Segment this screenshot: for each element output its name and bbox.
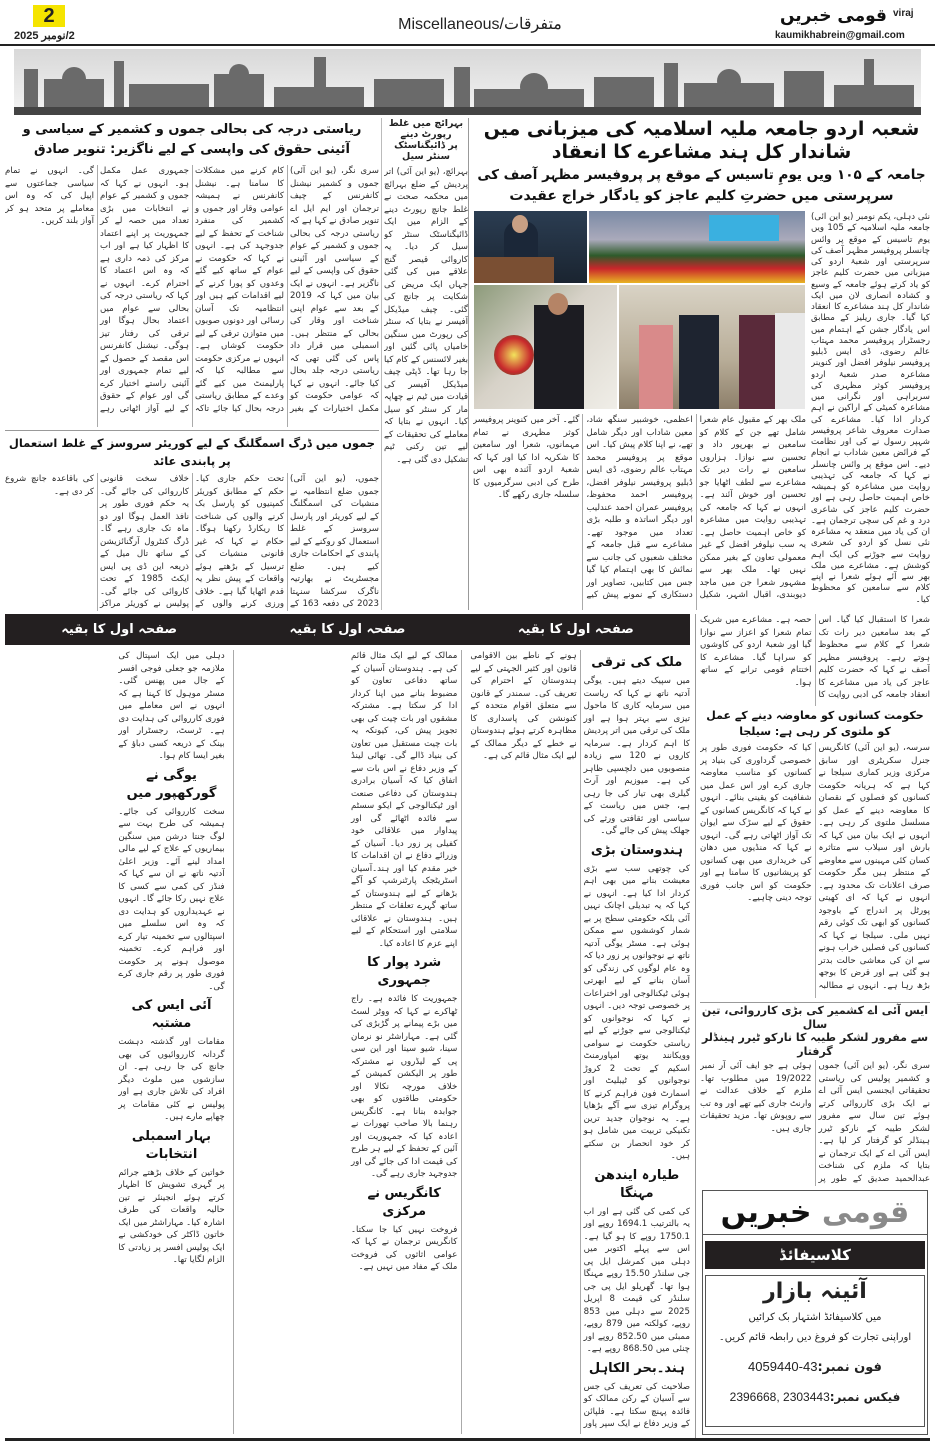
kisan-headline: حکومت کسانوں کو معاوضہ دینے کے عمل کو ملتوی کر رہی ہے: سیلجا <box>706 709 924 738</box>
continued-sections <box>5 650 690 1434</box>
bahraich-headline-line2: پر ڈائیگناسٹک سنٹر سیل <box>394 140 458 162</box>
continued-subhead: ہندوستان بڑی <box>590 842 683 858</box>
masthead: قومی خبریں <box>780 6 887 26</box>
continued-paragraph: جمہوریت کا فائدہ ہے۔ راج ٹھاکرے نے کہا کہ ووٹر لسٹ میں بڑے پیمانے پر گڑبڑی کی گئی ہے۔ مہاراشٹر نو نرمان سینا، شیو سینا اور این سی پی کے لیڈروں نے مشترکہ طور پر الیکشن کمیشن کے خلاف مورچہ نکالا اور حکومتی طاقتوں کو بھی جوابدہ بنانا ہے۔ کانگریس رہنما بالا صاحب تھورات نے اعادہ کیا کہ جمہوریت اور آئین کے تحفظ کے لیے ہر طرح کی قیمت ادا کی جائے گی اور جدوجہد جاری رہے گی۔ <box>351 994 458 1179</box>
lead-subhead-2: سرپرستی میں حضرتِ کلیم عاجز کو یادگار خراج عقیدت <box>509 188 894 204</box>
column-divider <box>468 118 469 610</box>
continued-paragraph: سخت کارروائی کی جائے۔ ہمیشہ کی طرح بہت سے لوگ جنتا درشن میں سنگین بیماریوں کے علاج کے لیے مالی امداد لینے آئے۔ وزیر اعلیٰ آدتیہ ناتھ نے ان سے کہا کہ فنڈز کی کمی سے کسی کا علاج نہیں رکا جائے گا۔ انہوں نے عہدیداروں کو ہدایت دی کہ وہ اس سلسلے میں اسپتالوں سے تخمینہ تیار کرے اور فراہم کرے۔ تخمینہ موصول ہونے پر حکومت فوری طور پر رقم جاری کرے گی۔ <box>118 806 225 992</box>
bahraich-headline-line1: بہرائچ میں غلط رپورٹ دینے <box>388 118 464 140</box>
ad-masthead-part2: خبریں <box>720 1195 812 1230</box>
ad-phone-label: فون نمبر: <box>817 1360 882 1375</box>
classified-ad <box>702 1190 928 1435</box>
bahraich-body: بہرائچ، (یو این آئی) اتر پردیش کے ضلع بہرائچ میں محکمہ صحت نے غلط جانچ رپورٹ دینے کے الزام میں ایک ڈائیگناسٹک سنٹر کو سیل کر دیا۔ یہ کاروائی قیصر گنج علاقے میں کی گئی جہاں ایک مریض کی شکایت پر جانچ کی گئی۔ چیف میڈیکل آفیسر نے بتایا کہ سنٹر کی رپورٹ میں سنگین خامیاں پائی گئیں اور بغیر لائسنس کے کام کیا جا رہا تھا۔ ڈپٹی چیف میڈیکل آفیسر کی قیادت میں ٹیم نے چھاپہ مار کر سنٹر کو سیل کیا۔ انہوں نے بتایا کہ معاملے کی تحقیقات کے لیے تین رکنی ٹیم تشکیل دی گئی ہے۔ <box>384 167 468 465</box>
ad-line-2: اوراپنی تجارت کو فروغ دیں رابطہ قائم کریں۔ <box>718 1332 912 1343</box>
section-title: Miscellaneous/متفرقات <box>398 16 562 33</box>
ad-title: آئینہ بازار <box>763 1279 867 1304</box>
skyline-illustration <box>14 49 921 115</box>
continued-subhead: آئی ایس کی مشتبہ <box>131 998 212 1031</box>
sia-body: سری نگر، (یو این آئی) جموں و کشمیر پولیس کی ریاستی تحقیقاتی ایجنسی ایس آئی اے نے ایک بڑی کارروائی کرتے ہوئے تین سال سے مفرور لشکر طیبہ کے نارکو ٹیرر ہینڈلر کو گرفتار کر لیا ہے۔ ایس آئی اے کے ایک ترجمان نے بتایا کہ ملزم کی شناخت عبدالحمید صدیق کے طور پر ہوئی ہے جو ایف آئی آر نمبر 19/2022 میں مطلوب تھا۔ ملزم کے خلاف عدالت نے وارنٹ جاری کیے تھے اور وہ تب سے روپوش تھا۔ مزید تحقیقات جاری ہیں۔ <box>700 1061 930 1184</box>
continued-paragraph: صلاحیت کی تعریف کی جس سے آسیان کے رکن ممالک کو فائدہ پہنچ سکتا ہے۔ فلپائن کے وزیر دفاع نے ایک سپر پاور ہونے کے ناطے بین الاقوامی قانون اور کثیر الجہتی کے لیے ہندوستان کے احترام کی تعریف کی۔ سمندر کے قانون سے متعلق اقوام متحدہ کے کنونشن کی پاسداری کا مظاہرہ کرتے ہوئے ہندوستان نے خطے کے دیگر ممالک کے لیے ایک مثال قائم کی ہے۔ <box>470 651 690 1429</box>
continued-subhead: شرد پوار کا جمہوری <box>367 955 442 988</box>
continued-subhead: ہند۔بحر الکاہل <box>588 1360 685 1376</box>
continued-section <box>5 650 225 1434</box>
ad-fax-label: فیکس نمبر: <box>829 1390 901 1404</box>
statehood-body: سری نگر، (یو این آئی) جموں و کشمیر نیشنل کانفرنس کے چیف ترجمان اور ایم ایل اے تنویر صادق نے کہا ہے کہ ریاستی درجہ کی بحالی جموں و کشمیر کے عوام کے سیاسی اور آئینی حقوق کی واپسی کے لیے ناگزیر ہے۔ انہوں نے ایک بیان میں کہا کہ 2019 کے بعد سے عوام اپنی شناخت اور وقار کی بحالی کے منتظر ہیں۔ اسمبلی میں قرار داد پاس کی گئی تھی کہ ریاستی درجہ جلد بحال کیا جائے۔ انہوں نے کہا کہ عوامی حکومت کو مکمل اختیارات کے بغیر کام کرنے میں مشکلات کا سامنا ہے۔ نیشنل کانفرنس نے ہمیشہ عوامی وقار اور جموں و کشمیر کی منفرد شناخت کے تحفظ کے لیے جدوجہد کی ہے۔ انہوں نے کہا کہ حکومت نے عوام کے ساتھ کیے گئے وعدوں کو پورا کرنے کے لیے اقدامات کیے ہیں اور انتظامیہ تک آسان رسائی اور دونوں صوبوں میں متوازن ترقی کے لیے حکومت کوشاں ہے۔ انہوں نے مرکزی حکومت سے مطالبہ کیا کہ پارلیمنٹ میں کیے گئے وعدے کے مطابق ریاستی درجہ بحال کیا جائے تاکہ جمہوری عمل مکمل ہو۔ انہوں نے کہا کہ جموں و کشمیر کے عوام نے انتخابات میں بڑی تعداد میں حصہ لے کر جمہوریت پر اپنے اعتماد کا اظہار کیا ہے اور اب مرکز کی ذمہ داری ہے کہ وہ اس اعتماد کا احترام کرے۔ انہوں نے کہا کہ ریاستی درجہ کی بحالی سے عوام میں اعتماد بحال ہوگا اور ترقی کی رفتار تیز ہوگی۔ نیشنل کانفرنس اس مقصد کے حصول کے لیے تمام جمہوری اور آئینی راستے اختیار کرے گی اور عوام کے حقوق کے لیے آواز اٹھاتی رہے گی۔ انہوں نے تمام سیاسی جماعتوں سے اپیل کی کہ وہ اس معاملے پر متحد ہو کر آواز بلند کریں۔ <box>5 166 379 414</box>
page-header <box>0 0 935 46</box>
drug-headline: جموں میں ڈرگ اسمگلنگ کے لیے کوریئر سروسز کے غلط استعمال پر پابندی عائد <box>8 436 376 468</box>
ad-masthead <box>703 1191 927 1235</box>
photo-bouquet-tribute <box>473 284 618 410</box>
photo-speaker-podium <box>473 210 588 284</box>
continued-label: صفحہ اول کا بقیہ <box>61 622 178 637</box>
continued-paragraph: دہلی میں ایک اسپتال کی ملازمہ جو جعلی فوجی افسر کے جال میں پھنس گئی۔ مسٹر موہول کا کہنا ہے کہ انہوں نے اس معاملے میں فوری کارروائی کی ہدایت دی ہے۔ ٹرسٹ، رجسٹرار اور بینک کے ذریعہ کسی دباؤ کے بغیر ایسا کام ہوا۔ <box>118 651 225 761</box>
photo-exhibition-visit <box>618 284 806 410</box>
lead-body-bottom: ملک بھر کے مقبول عام شعرا شامل تھے جن کے کلام کو سامعین نے بھرپور داد و تحسین سے نوازا۔ ہزاروں سامعین نے رات دیر تک مشاعرے سے لطف اٹھایا جو تحسین اور خوش آئند ہے۔ انہوں نے کہا کہ جامعہ کی تہذیبی روایت میں مشاعرہ کو خاص اہمیت حاصل ہے۔ یہ سب نیلوفر افضل کے غیر معمولی تعاون کے بغیر ممکن نہیں تھا۔ ملک بھر سے مشہور شعرا جن میں ماجد دیوبندی، اقبال اشہر، شکیل اعظمی، خوشبیر سنگھ شاد، معین شاداب اور دیگر شامل تھے، نے اپنا کلام پیش کیا۔ اس موقع پر پروفیسر محمد مہتاب عالم رضوی، ڈی ایس ڈبلیو پروفیسر نیلوفر افضل، پروفیسر احمد محفوظ، پروفیسر عمران احمد عندلیب اور دیگر اساتذہ و طلبہ بڑی تعداد میں موجود تھے۔ مشاعرے سے قبل جامعہ کے مختلف شعبوں کی جانب سے نمائش کا بھی اہتمام کیا گیا جس میں کتابیں، تصاویر اور دستکاری کے نمونے پیش کیے گئے۔ آخر میں کنوینر پروفیسر کوثر مظہری نے تمام مہمانوں، شعرا اور سامعین کا شکریہ ادا کیا اور کہا کہ شعبۂ اردو آئندہ بھی اس طرح کی ادبی سرگرمیوں کا سلسلہ جاری رکھے گا۔ <box>473 415 806 600</box>
continued-paragraph: کی چوتھی سب سے بڑی معیشت بنانے میں بھی اہم کردار ادا کیا ہے۔ انہوں نے کہا کہ یہ تبدیلی اچانک نہیں آئی بلکہ حکومتی سطح پر بے شمار کوششوں سے ممکن ہوئی ہے۔ مسٹر یوگی آدتیہ ناتھ نے نوجوانوں پر زور دیا کہ وہ عام لوگوں کی زندگی کو آسان بنانے کے لیے ابھرتی ہوئی ٹیکنالوجی اور اختراعات پر خصوصی توجہ دیں۔ انہوں نے کہا کہ نوجوانوں کو ٹیکنالوجی سے جوڑنے کے لیے ریاستی حکومت نے سوامی وویکانند یوتھ امپاورمنٹ اسکیم کے تحت 2 کروڑ نوجوانوں کو ٹیبلیٹ اور اسمارٹ فون فراہم کرنے کا پروگرام تیزی سے آگے بڑھایا ہے۔ یہ نوجوان جدید ترین تکنیکی تربیت میں شامل ہو کر خود انحصار بن سکتے ہیں۔ <box>583 863 690 1161</box>
bottom-rule <box>5 1438 930 1441</box>
skyline-banner <box>14 49 921 115</box>
continued-bar <box>5 614 690 645</box>
continued-label: صفحہ اول کا بقیہ <box>517 622 634 637</box>
ad-inner-box <box>705 1275 925 1427</box>
ad-line-1: میں کلاسیفائڈ اشتہار بک کرائیں <box>748 1312 882 1323</box>
page-number-badge: 2 <box>33 5 65 27</box>
column-divider <box>381 118 382 610</box>
continued-subhead: یوگی نے گورکھپور میں <box>126 767 217 801</box>
ad-masthead-part1: قومی <box>821 1195 910 1230</box>
bahraich-headline <box>384 118 468 163</box>
viraj-logo: viraj <box>893 8 914 19</box>
lead-headline: شعبہ اردو جامعہ ملیہ اسلامیہ کی میزبانی میں شاندار کل ہند مشاعرے کا انعقاد <box>483 118 920 163</box>
sia-headline-line2: سے مفرور لشکر طیبہ کا نارکو ٹیرر ہینڈلر گرفتار <box>701 1031 929 1058</box>
drug-body: جموں، (یو این آئی) جموں ضلع انتظامیہ نے منشیات کی اسمگلنگ کے لیے کوریئر اور پارسل سروسز کے غلط استعمال کو روکنے کے لیے پابندی کے احکامات جاری کیے ہیں۔ ضلع مجسٹریٹ نے بھارتیہ ناگرک سرکشا سنہتا 2023 کی دفعہ 163 کے تحت حکم جاری کیا۔ حکم کے مطابق کوریئر کمپنیوں کو پارسل بک کرنے والوں کی شناخت کا ریکارڈ رکھنا ہوگا۔ حکام نے کہا کہ غیر قانونی منشیات کی ترسیل کے بڑھتے ہوئے واقعات کے پیش نظر یہ قدم اٹھایا گیا ہے۔ خلاف ورزی کرنے والوں کے خلاف سخت قانونی کارروائی کی جائے گی۔ یہ حکم فوری طور پر نافذ العمل ہوگا اور دو ماہ تک جاری رہے گا۔ ڈرگ کنٹرول آرگنائزیشن کے ساتھ تال میل کے ذریعہ این ڈی پی ایس ایکٹ 1985 کے تحت کاروائی کی جائے گی۔ پولیس نے کوریئر مراکز کی باقاعدہ جانچ شروع کر دی ہے۔ <box>5 474 379 609</box>
continued-section <box>233 650 463 1434</box>
sia-headline <box>700 1002 930 1058</box>
continued-subhead: طیارہ ایندھن مہنگا <box>594 1167 680 1201</box>
issue-date: 2/نومبر 2025 <box>14 30 75 42</box>
ad-fax-number: 2396668, 2303443 <box>729 1390 830 1404</box>
continued-paragraph: ممالک کے لیے ایک مثال قائم کی ہے۔ ہندوستان آسیان کے ساتھ دفاعی تعاون کو مضبوط بنانے میں اپنا کردار ادا کر سکتا ہے۔ مشترکہ مشقوں اور بات چیت کی بھی تجویز پیش کی، کیونکہ یہ بات چیت مستقبل میں تعاون کی بنیاد ڈالے گی۔ تھائی لینڈ کے وزیر دفاع نے اس بات سے اتفاق کیا کہ آسیان برادری ہندوستان کی دفاعی صنعت اور ٹیکنالوجی کے ایکو سسٹم سے فائدہ اٹھائے گی اور پیداوار میں علاقائی خود کفیلی پر زور دیا۔ آسیان کے وزرائے دفاع نے ان اقدامات کا خیر مقدم کیا اور ہند۔آسیان اسٹریٹجک پارٹنرشپ کو آگے بڑھانے کے لیے ہندوستان کے ساتھ گہرے تعلقات کے منتظر ہیں۔ ہندوستان نے علاقائی سلامتی اور استحکام کے لیے اپنے عزم کا اعادہ کیا۔ <box>351 651 458 949</box>
lead-subhead-1: جامعہ کے ۱۰۵ ویں یومِ تاسیس کے موقع پر پروفیسر مظہر آصف کی <box>477 167 926 183</box>
continued-label: صفحہ اول کا بقیہ <box>289 622 406 637</box>
continued-paragraph: مقامات اور گذشتہ دہشت گردانہ کارروائیوں کی بھی جانچ کی جا رہی ہے۔ ان سازشوں میں ملوث دیگر افراد کی تلاش جاری ہے اور پولیس نے کئی مقامات پر چھاپے مارے ہیں۔ <box>118 1037 225 1122</box>
kisan-body: سرسہ، (یو این آئی) کانگریس جنرل سکریٹری اور سابق مرکزی وزیر کماری سیلجا نے کہا ہے کہ ہریانہ حکومت کسانوں کو فصلوں کے نقصان کا معاوضہ دینے کے عمل کو مسلسل ملتوی کر رہی ہے۔ انہوں نے ایک بیان میں کہا کہ بارش اور سیلاب سے متاثرہ کسان کئی مہینوں سے معاوضے کے منتظر ہیں مگر حکومت صرف اعلانات تک محدود ہے۔ انہوں نے کہا کہ ای کھیتی پورٹل پر اندراج کے باوجود کسانوں کو ابھی تک کوئی رقم نہیں ملی۔ سیلجا نے کہا کہ کسانوں کی فصلیں خراب ہونے سے ان کی معاشی حالت بدتر ہو گئی ہے اور قرض کا بوجھ بڑھ رہا ہے۔ انہوں نے مطالبہ کیا کہ حکومت فوری طور پر خصوصی گرداوری کی بنیاد پر کسانوں کو مناسب معاوضہ جاری کرے اور اس عمل میں شفافیت کو یقینی بنائے۔ انہوں نے کہا کہ کانگریس کسانوں کے حقوق کے لیے سڑک سے ایوان تک آواز اٹھاتی رہے گی۔ انہوں نے کہا کہ منڈیوں میں دھان کی خریداری میں بھی کسانوں کو پریشانیوں کا سامنا ہے اور حکومت کو اس جانب فوری توجہ دینی چاہیے۔ <box>700 743 930 991</box>
continued-paragraph: فروخت نہیں کیا جا سکتا۔ کانگریس ترجمان نے کہا کہ عوامی اثاثوں کی فروخت ملک کے مفاد میں نہیں ہے۔ <box>351 1224 458 1272</box>
continued-subhead: ملک کی ترقی <box>591 655 683 670</box>
sia-headline-line1: ایس آئی اے کشمیر کی بڑی کارروائی، تین سال <box>701 1004 929 1031</box>
lead-body-side: نئی دہلی، یکم نومبر (یو این آئی) جامعہ ملیہ اسلامیہ کے 105 ویں یوم تاسیس کے موقع پر وائس چانسلر پروفیسر مظہر آصف کی سرپرستی اور شعبۂ اردو کی میزبانی میں حضرت کلیم عاجز کو یاد کرتے ہوئے جامعہ کے وسیع و کشادہ انصاری لان میں ایک شاندار کل ہند مشاعرے کا انعقاد کیا گیا۔ جاری ریلیز کے مطابق اس یادگار جشن کے اہتمام میں رجسٹرار پروفیسر محمد مہتاب عالم رضوی، ڈی ایس ڈبلیو پروفیسر نیلوفر افضل اور کنوینر مشاعرہ صدر شعبۂ اردو پروفیسر کوثر مظہری کی سربراہی اور نگرانی میں مشاعرہ کمیٹی کے اراکین نے اہم کردار ادا کیا۔ مشاعرے کی صدارت معروف شاعر پروفیسر شہپر رسول نے کی اور نظامت کے فرائض معین شاداب نے انجام دیے۔ اس موقع پر وائس چانسلر نے کہا کہ جامعہ کی تہذیبی روایت میں مشاعرہ کو ہمیشہ خاص اہمیت حاصل رہی ہے اور حضرت کلیم عاجز کی شاعری درد و غم کی سچی ترجمان ہے۔ ان کی یاد میں منعقد یہ مشاعرہ نئی نسل کو اردو کی شعری روایت سے جوڑنے کی ایک اہم کوشش ہے۔ مشاعرے میں ملک بھر سے آئے ہوئے شعرا نے اپنے کلام سے سامعین کو محظوظ کیا۔ <box>811 212 930 605</box>
statehood-headline: ریاستی درجہ کی بحالی جموں و کشمیر کے سیاسی و آئینی حقوق کی واپسی کے لیے ناگزیر: تنویر صادق <box>22 122 362 157</box>
column-divider <box>695 614 696 1440</box>
ad-phone-number: 4059440-43 <box>748 1359 818 1374</box>
contact-email: kaumikhabrein@gmail.com <box>775 30 905 41</box>
continued-subhead: کانگریس نے مرکزی <box>367 1185 441 1219</box>
continued-subhead: بہار اسمبلی انتخابات <box>131 1128 212 1162</box>
continued-paragraph: میں سپیک دیتے ہیں۔ یوگی آدتیہ ناتھ نے کہا کہ ریاست میں سرمایہ کاری کا ماحول تیزی سے بہتر ہوا ہے اور ملک کی ترقی میں اتر پردیش کا اہم کردار ہے۔ سرمایہ کاروں نے 120 سے زیادہ منصوبوں میں دلچسپی ظاہر کی ہے۔ میوزیم اور آرٹ گیلری بھی تیار کی جا رہی ہے، جس میں ریاست کے سیاسی اور ثقافتی ورثے کی جھلک پیش کی جائے گی۔ <box>583 676 690 836</box>
continued-paragraph: خواتین کے خلاف بڑھتے جرائم پر گہری تشویش کا اظہار کرتے ہوئے انجینئر نے تین حالیہ واقعات کی طرف اشارہ کیا۔ مہاراشٹر میں ایک خاتون ڈاکٹر کی خودکشی نے ایک پولیس افسر پر زیادتی کا الزام لگایا تھا۔ <box>118 1167 225 1265</box>
lead-body-continued: شعرا کا استقبال کیا گیا۔ اس کے بعد سامعین دیر رات تک شعرا کے کلام سے محظوظ ہوتے رہے۔ پروفیسر مظہر آصف نے کہا کہ حضرت کلیم عاجز کی یاد میں مشاعرے کا انعقاد جامعہ کی ادبی روایت کا حصہ ہے۔ مشاعرے میں شریک تمام شعرا کو اعزاز سے نوازا گیا اور شعبۂ اردو کی کاوشوں کو سراہا گیا۔ مشاعرے کا اختتام قومی ترانے کے ساتھ ہوا۔ <box>700 615 930 700</box>
continued-section <box>470 650 690 1434</box>
photo-stage-flowers <box>588 210 806 284</box>
ad-classified-banner: کلاسیفائڈ <box>705 1241 925 1269</box>
ad-fax <box>706 1383 924 1411</box>
drug-article <box>5 430 379 610</box>
continued-paragraph: کی کمی کی گئی ہے اور اب یہ بالترتیب 1694.1 روپے اور 1750.1 روپے کا ہو گیا ہے۔ اس سے پہلے اکتوبر میں دہلی میں کمرشل ایل پی جی سلنڈر 15.50 روپے مہنگا ہوا تھا۔ گھریلو ایل پی جی سلنڈر کی قیمت 8 اپریل 2025 سے دہلی میں 853 روپے، کولکتہ میں 879 روپے، ممبئی میں 852.50 روپے اور چنئی میں 868.50 روپے ہے۔ <box>583 1206 690 1354</box>
ad-phone <box>706 1352 924 1383</box>
